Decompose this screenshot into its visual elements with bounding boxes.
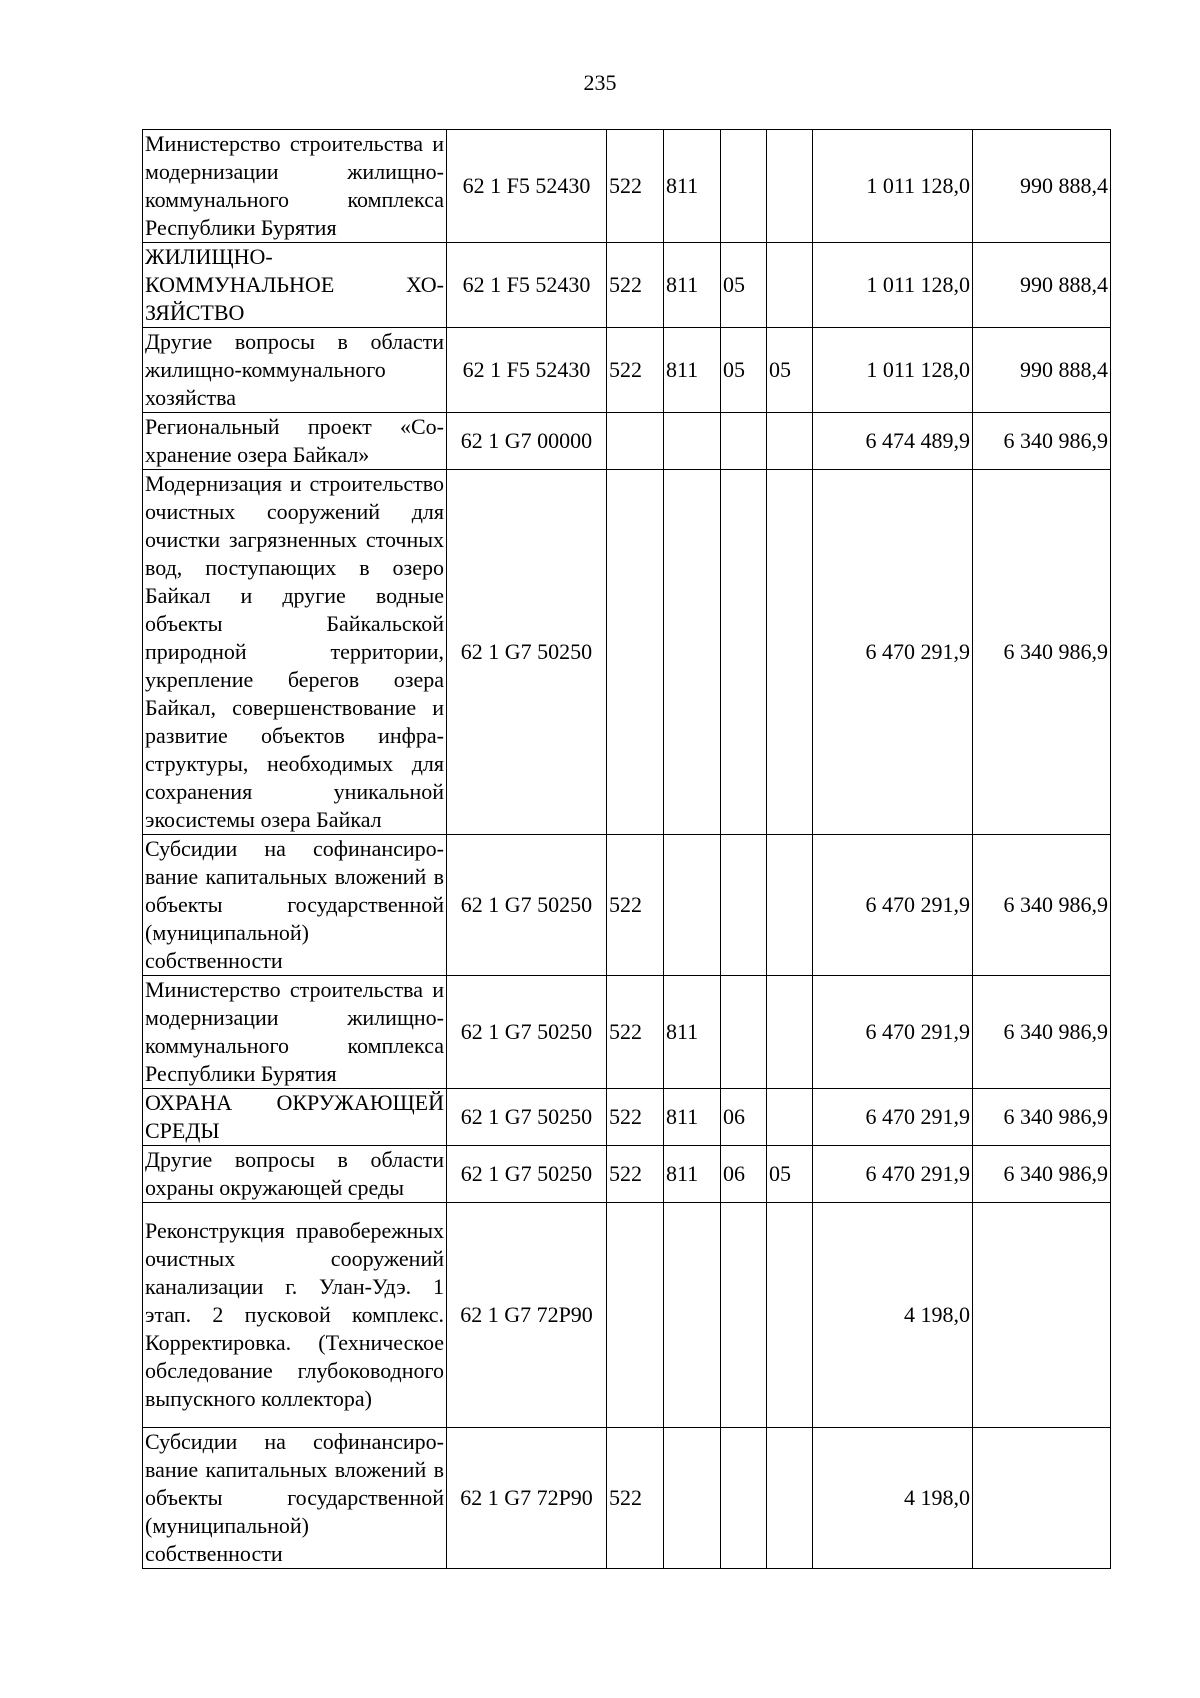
amount-year-2: 6 340 986,9 bbox=[973, 1089, 1111, 1146]
ministry-code: 811 bbox=[664, 976, 721, 1089]
target-code: 62 1 F5 52430 bbox=[447, 130, 607, 243]
subsection-code bbox=[767, 470, 813, 835]
amount-year-1: 1 011 128,0 bbox=[813, 243, 973, 328]
amount-year-1: 6 474 489,9 bbox=[813, 413, 973, 470]
section-code bbox=[721, 976, 767, 1089]
expense-type bbox=[607, 413, 664, 470]
expense-type: 522 bbox=[607, 243, 664, 328]
ministry-code: 811 bbox=[664, 1089, 721, 1146]
amount-year-1: 6 470 291,9 bbox=[813, 1089, 973, 1146]
subsection-code bbox=[767, 130, 813, 243]
target-code: 62 1 G7 50250 bbox=[447, 976, 607, 1089]
row-name: Министерство строительства и модернизации жилищно-коммунального комплекса Республики Бурятия bbox=[143, 130, 447, 243]
amount-year-1: 6 470 291,9 bbox=[813, 835, 973, 976]
subsection-code bbox=[767, 243, 813, 328]
subsection-code: 05 bbox=[767, 1146, 813, 1203]
ministry-code bbox=[664, 1428, 721, 1569]
row-name: Субсидии на софинансирование капитальных вложений в объекты государственной (муниципальной) собственности bbox=[143, 835, 447, 976]
amount-year-1: 4 198,0 bbox=[813, 1203, 973, 1428]
table-row bbox=[143, 1089, 1111, 1146]
target-code: 62 1 G7 50250 bbox=[447, 1089, 607, 1146]
table-row bbox=[143, 130, 1111, 243]
table-row bbox=[143, 1146, 1111, 1203]
section-code bbox=[721, 413, 767, 470]
expense-type: 522 bbox=[607, 1428, 664, 1569]
target-code: 62 1 G7 72P90 bbox=[447, 1203, 607, 1428]
row-name: Региональный проект «Сохранение озера Байкал» bbox=[143, 413, 447, 470]
amount-year-1: 4 198,0 bbox=[813, 1428, 973, 1569]
amount-year-2: 6 340 986,9 bbox=[973, 1146, 1111, 1203]
target-code: 62 1 G7 50250 bbox=[447, 470, 607, 835]
row-name: Модернизация и строительство очистных сооружений для очистки загрязненных сточных вод, поступающих в озеро Байкал и другие водные объекты Байкальской природной территории, укрепление берегов озера Байкал, совершенствование и развитие объектов инфраструктуры, необходимых для сохранения уникальной экосистемы озера Байкал bbox=[143, 470, 447, 835]
subsection-code bbox=[767, 413, 813, 470]
amount-year-2: 6 340 986,9 bbox=[973, 835, 1111, 976]
subsection-code bbox=[767, 1428, 813, 1569]
row-name: ОХРАНА ОКРУЖАЮЩЕЙ СРЕДЫ bbox=[143, 1089, 447, 1146]
subsection-code bbox=[767, 1089, 813, 1146]
amount-year-2 bbox=[973, 1428, 1111, 1569]
target-code: 62 1 G7 72P90 bbox=[447, 1428, 607, 1569]
subsection-code bbox=[767, 1203, 813, 1428]
amount-year-1: 6 470 291,9 bbox=[813, 976, 973, 1089]
expense-type: 522 bbox=[607, 1089, 664, 1146]
row-name: Другие вопросы в области охраны окружающей среды bbox=[143, 1146, 447, 1203]
expense-type: 522 bbox=[607, 328, 664, 413]
table-row bbox=[143, 976, 1111, 1089]
table-row bbox=[143, 243, 1111, 328]
subsection-code: 05 bbox=[767, 328, 813, 413]
table-row bbox=[143, 1203, 1111, 1428]
target-code: 62 1 F5 52430 bbox=[447, 243, 607, 328]
page-number: 235 bbox=[583, 70, 617, 95]
amount-year-1: 6 470 291,9 bbox=[813, 470, 973, 835]
amount-year-1: 1 011 128,0 bbox=[813, 328, 973, 413]
section-code bbox=[721, 1203, 767, 1428]
section-code: 05 bbox=[721, 328, 767, 413]
ministry-code bbox=[664, 470, 721, 835]
amount-year-2: 6 340 986,9 bbox=[973, 976, 1111, 1089]
ministry-code bbox=[664, 413, 721, 470]
ministry-code: 811 bbox=[664, 243, 721, 328]
row-name: Реконструкция правобережных очистных сооружений канализации г. Улан-Удэ. 1 этап. 2 пусковой комплекс. Корректировка. (Техническое обследование глубоководного выпускного коллектора) bbox=[143, 1203, 447, 1428]
table-row bbox=[143, 835, 1111, 976]
budget-table bbox=[142, 129, 1111, 1569]
row-name: Субсидии на софинансирование капитальных вложений в объекты государственной (муниципальной) собственности bbox=[143, 1428, 447, 1569]
table-row bbox=[143, 328, 1111, 413]
section-code: 06 bbox=[721, 1146, 767, 1203]
expense-type bbox=[607, 1203, 664, 1428]
section-code: 05 bbox=[721, 243, 767, 328]
row-name: ЖИЛИЩНО-КОММУНАЛЬНОЕ ХОЗЯЙСТВО bbox=[143, 243, 447, 328]
amount-year-2 bbox=[973, 1203, 1111, 1428]
expense-type bbox=[607, 470, 664, 835]
ministry-code: 811 bbox=[664, 130, 721, 243]
ministry-code: 811 bbox=[664, 328, 721, 413]
table-row bbox=[143, 1428, 1111, 1569]
amount-year-1: 6 470 291,9 bbox=[813, 1146, 973, 1203]
ministry-code: 811 bbox=[664, 1146, 721, 1203]
ministry-code bbox=[664, 1203, 721, 1428]
table-row bbox=[143, 413, 1111, 470]
table-row bbox=[143, 470, 1111, 835]
amount-year-1: 1 011 128,0 bbox=[813, 130, 973, 243]
expense-type: 522 bbox=[607, 835, 664, 976]
amount-year-2: 990 888,4 bbox=[973, 243, 1111, 328]
expense-type: 522 bbox=[607, 1146, 664, 1203]
subsection-code bbox=[767, 976, 813, 1089]
amount-year-2: 6 340 986,9 bbox=[973, 413, 1111, 470]
target-code: 62 1 G7 00000 bbox=[447, 413, 607, 470]
amount-year-2: 990 888,4 bbox=[973, 130, 1111, 243]
target-code: 62 1 F5 52430 bbox=[447, 328, 607, 413]
amount-year-2: 990 888,4 bbox=[973, 328, 1111, 413]
expense-type: 522 bbox=[607, 976, 664, 1089]
section-code bbox=[721, 130, 767, 243]
row-name: Другие вопросы в области жилищно-коммунального хозяйства bbox=[143, 328, 447, 413]
subsection-code bbox=[767, 835, 813, 976]
section-code: 06 bbox=[721, 1089, 767, 1146]
section-code bbox=[721, 835, 767, 976]
expense-type: 522 bbox=[607, 130, 664, 243]
ministry-code bbox=[664, 835, 721, 976]
section-code bbox=[721, 1428, 767, 1569]
amount-year-2: 6 340 986,9 bbox=[973, 470, 1111, 835]
section-code bbox=[721, 470, 767, 835]
row-name: Министерство строительства и модернизации жилищно-коммунального комплекса Республики Бурятия bbox=[143, 976, 447, 1089]
target-code: 62 1 G7 50250 bbox=[447, 835, 607, 976]
target-code: 62 1 G7 50250 bbox=[447, 1146, 607, 1203]
